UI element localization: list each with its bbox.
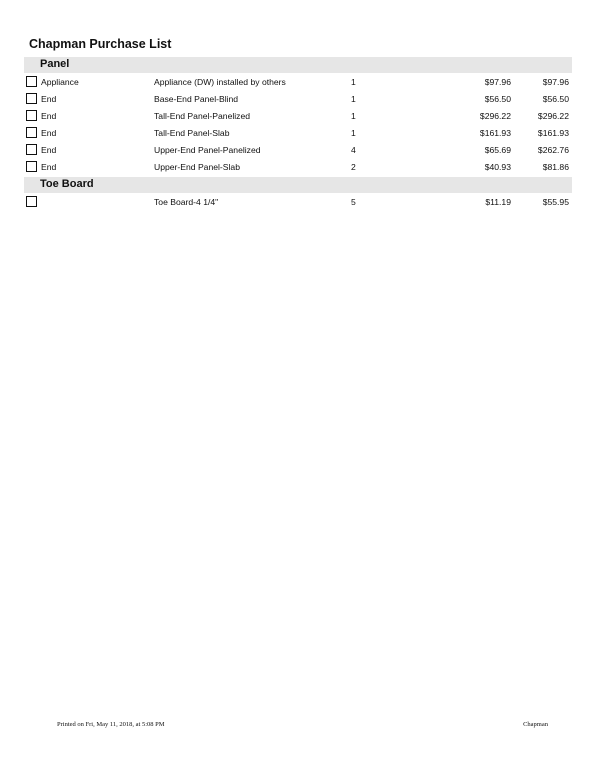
item-unit-price: $56.50 [484,94,511,104]
item-unit-price: $65.69 [484,145,511,155]
item-checkbox[interactable] [26,93,37,104]
item-unit-price: $11.19 [485,197,511,207]
list-item [24,108,572,125]
item-checkbox[interactable] [26,127,37,138]
page-title: Chapman Purchase List [29,37,172,51]
item-quantity: 1 [351,111,356,121]
item-checkbox[interactable] [26,161,37,172]
item-quantity: 2 [351,162,356,172]
section-label: Toe Board [40,178,94,190]
item-category: Appliance [41,77,79,87]
item-total: $161.93 [537,128,569,138]
list-item [24,125,572,142]
item-total: $55.95 [542,197,569,207]
item-total: $97.96 [542,77,569,87]
item-description: Upper-End Panel-Slab [154,162,240,172]
item-description: Toe Board-4 1/4" [154,197,219,207]
item-description: Appliance (DW) installed by others [154,77,286,87]
item-quantity: 5 [351,197,356,207]
list-item [24,159,572,176]
list-item [24,142,572,159]
section-label: Panel [40,58,70,70]
item-description: Upper-End Panel-Panelized [154,145,261,155]
item-category: End [41,128,57,138]
item-total: $262.76 [537,145,569,155]
list-item [24,194,572,211]
item-checkbox[interactable] [26,196,37,207]
item-quantity: 1 [351,128,356,138]
item-total: $81.86 [542,162,569,172]
item-checkbox[interactable] [26,76,37,87]
section-header-toe-board [24,177,572,193]
item-category: End [41,111,57,121]
item-description: Base-End Panel-Blind [154,94,239,104]
item-total: $296.22 [537,111,569,121]
list-item [24,74,572,91]
item-category: End [41,162,57,172]
item-unit-price: $40.93 [484,162,511,172]
item-quantity: 1 [351,94,356,104]
item-category: End [41,145,57,155]
section-header-panel [24,57,572,73]
item-checkbox[interactable] [26,144,37,155]
item-description: Tall-End Panel-Slab [154,128,230,138]
item-checkbox[interactable] [26,110,37,121]
item-category: End [41,94,57,104]
footer-name: Chapman [523,721,548,728]
item-quantity: 4 [351,145,356,155]
item-quantity: 1 [351,77,356,87]
item-unit-price: $161.93 [479,128,511,138]
item-total: $56.50 [542,94,569,104]
item-description: Tall-End Panel-Panelized [154,111,251,121]
item-unit-price: $296.22 [479,111,511,121]
item-unit-price: $97.96 [484,77,511,87]
list-item [24,91,572,108]
printed-timestamp: Printed on Fri, May 11, 2018, at 5:08 PM [57,721,165,728]
